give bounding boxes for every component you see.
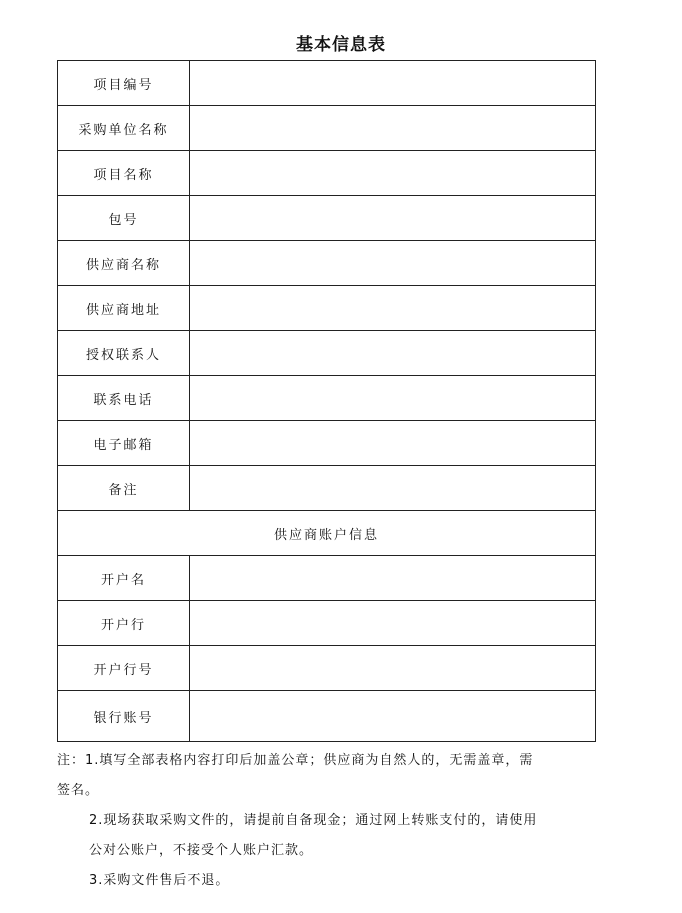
row-label-supplier-name: 供应商名称	[58, 241, 190, 286]
row-label-remarks: 备注	[58, 466, 190, 511]
row-label-bank-account: 银行账号	[58, 691, 190, 742]
table-row	[58, 61, 596, 106]
row-value-bank-code[interactable]	[190, 646, 596, 691]
section-row	[58, 511, 596, 556]
table-row	[58, 421, 596, 466]
row-label-bank: 开户行	[58, 601, 190, 646]
table-row	[58, 331, 596, 376]
row-label-package-number: 包号	[58, 196, 190, 241]
row-label-project-name: 项目名称	[58, 151, 190, 196]
table-row	[58, 556, 596, 601]
row-label-authorized-contact: 授权联系人	[58, 331, 190, 376]
row-value-package-number[interactable]	[190, 196, 596, 241]
table-row	[58, 151, 596, 196]
row-value-email[interactable]	[190, 421, 596, 466]
row-value-project-name[interactable]	[190, 151, 596, 196]
table-row	[58, 601, 596, 646]
table-row	[58, 286, 596, 331]
row-label-phone: 联系电话	[58, 376, 190, 421]
note-1: 注：1.填写全部表格内容打印后加盖公章；供应商为自然人的，无需盖章，需	[57, 753, 534, 768]
table-row	[58, 691, 596, 742]
note-2: 2.现场获取采购文件的，请提前自备现金；通过网上转账支付的，请使用	[89, 813, 538, 828]
section-title-account-info: 供应商账户信息	[58, 511, 596, 556]
row-value-bank-account[interactable]	[190, 691, 596, 742]
row-value-authorized-contact[interactable]	[190, 331, 596, 376]
row-value-remarks[interactable]	[190, 466, 596, 511]
row-label-bank-code: 开户行号	[58, 646, 190, 691]
row-label-email: 电子邮箱	[58, 421, 190, 466]
table-row	[58, 376, 596, 421]
note-2-continued: 公对公账户，不接受个人账户汇款。	[89, 843, 314, 858]
row-value-project-number[interactable]	[190, 61, 596, 106]
row-label-project-number: 项目编号	[58, 61, 190, 106]
row-label-supplier-address: 供应商地址	[58, 286, 190, 331]
table-row	[58, 646, 596, 691]
note-1-continued: 签名。	[57, 783, 100, 798]
table-row	[58, 466, 596, 511]
notes	[57, 746, 617, 896]
info-table	[57, 60, 596, 742]
row-value-purchaser-name[interactable]	[190, 106, 596, 151]
table-row	[58, 241, 596, 286]
table-row	[58, 106, 596, 151]
row-label-purchaser-name: 采购单位名称	[58, 106, 190, 151]
row-value-supplier-name[interactable]	[190, 241, 596, 286]
row-value-account-name[interactable]	[190, 556, 596, 601]
note-3: 3.采购文件售后不退。	[89, 873, 230, 888]
row-value-supplier-address[interactable]	[190, 286, 596, 331]
row-label-account-name: 开户名	[58, 556, 190, 601]
table-row	[58, 196, 596, 241]
document-title: 基本信息表	[296, 35, 386, 55]
row-value-phone[interactable]	[190, 376, 596, 421]
row-value-bank[interactable]	[190, 601, 596, 646]
